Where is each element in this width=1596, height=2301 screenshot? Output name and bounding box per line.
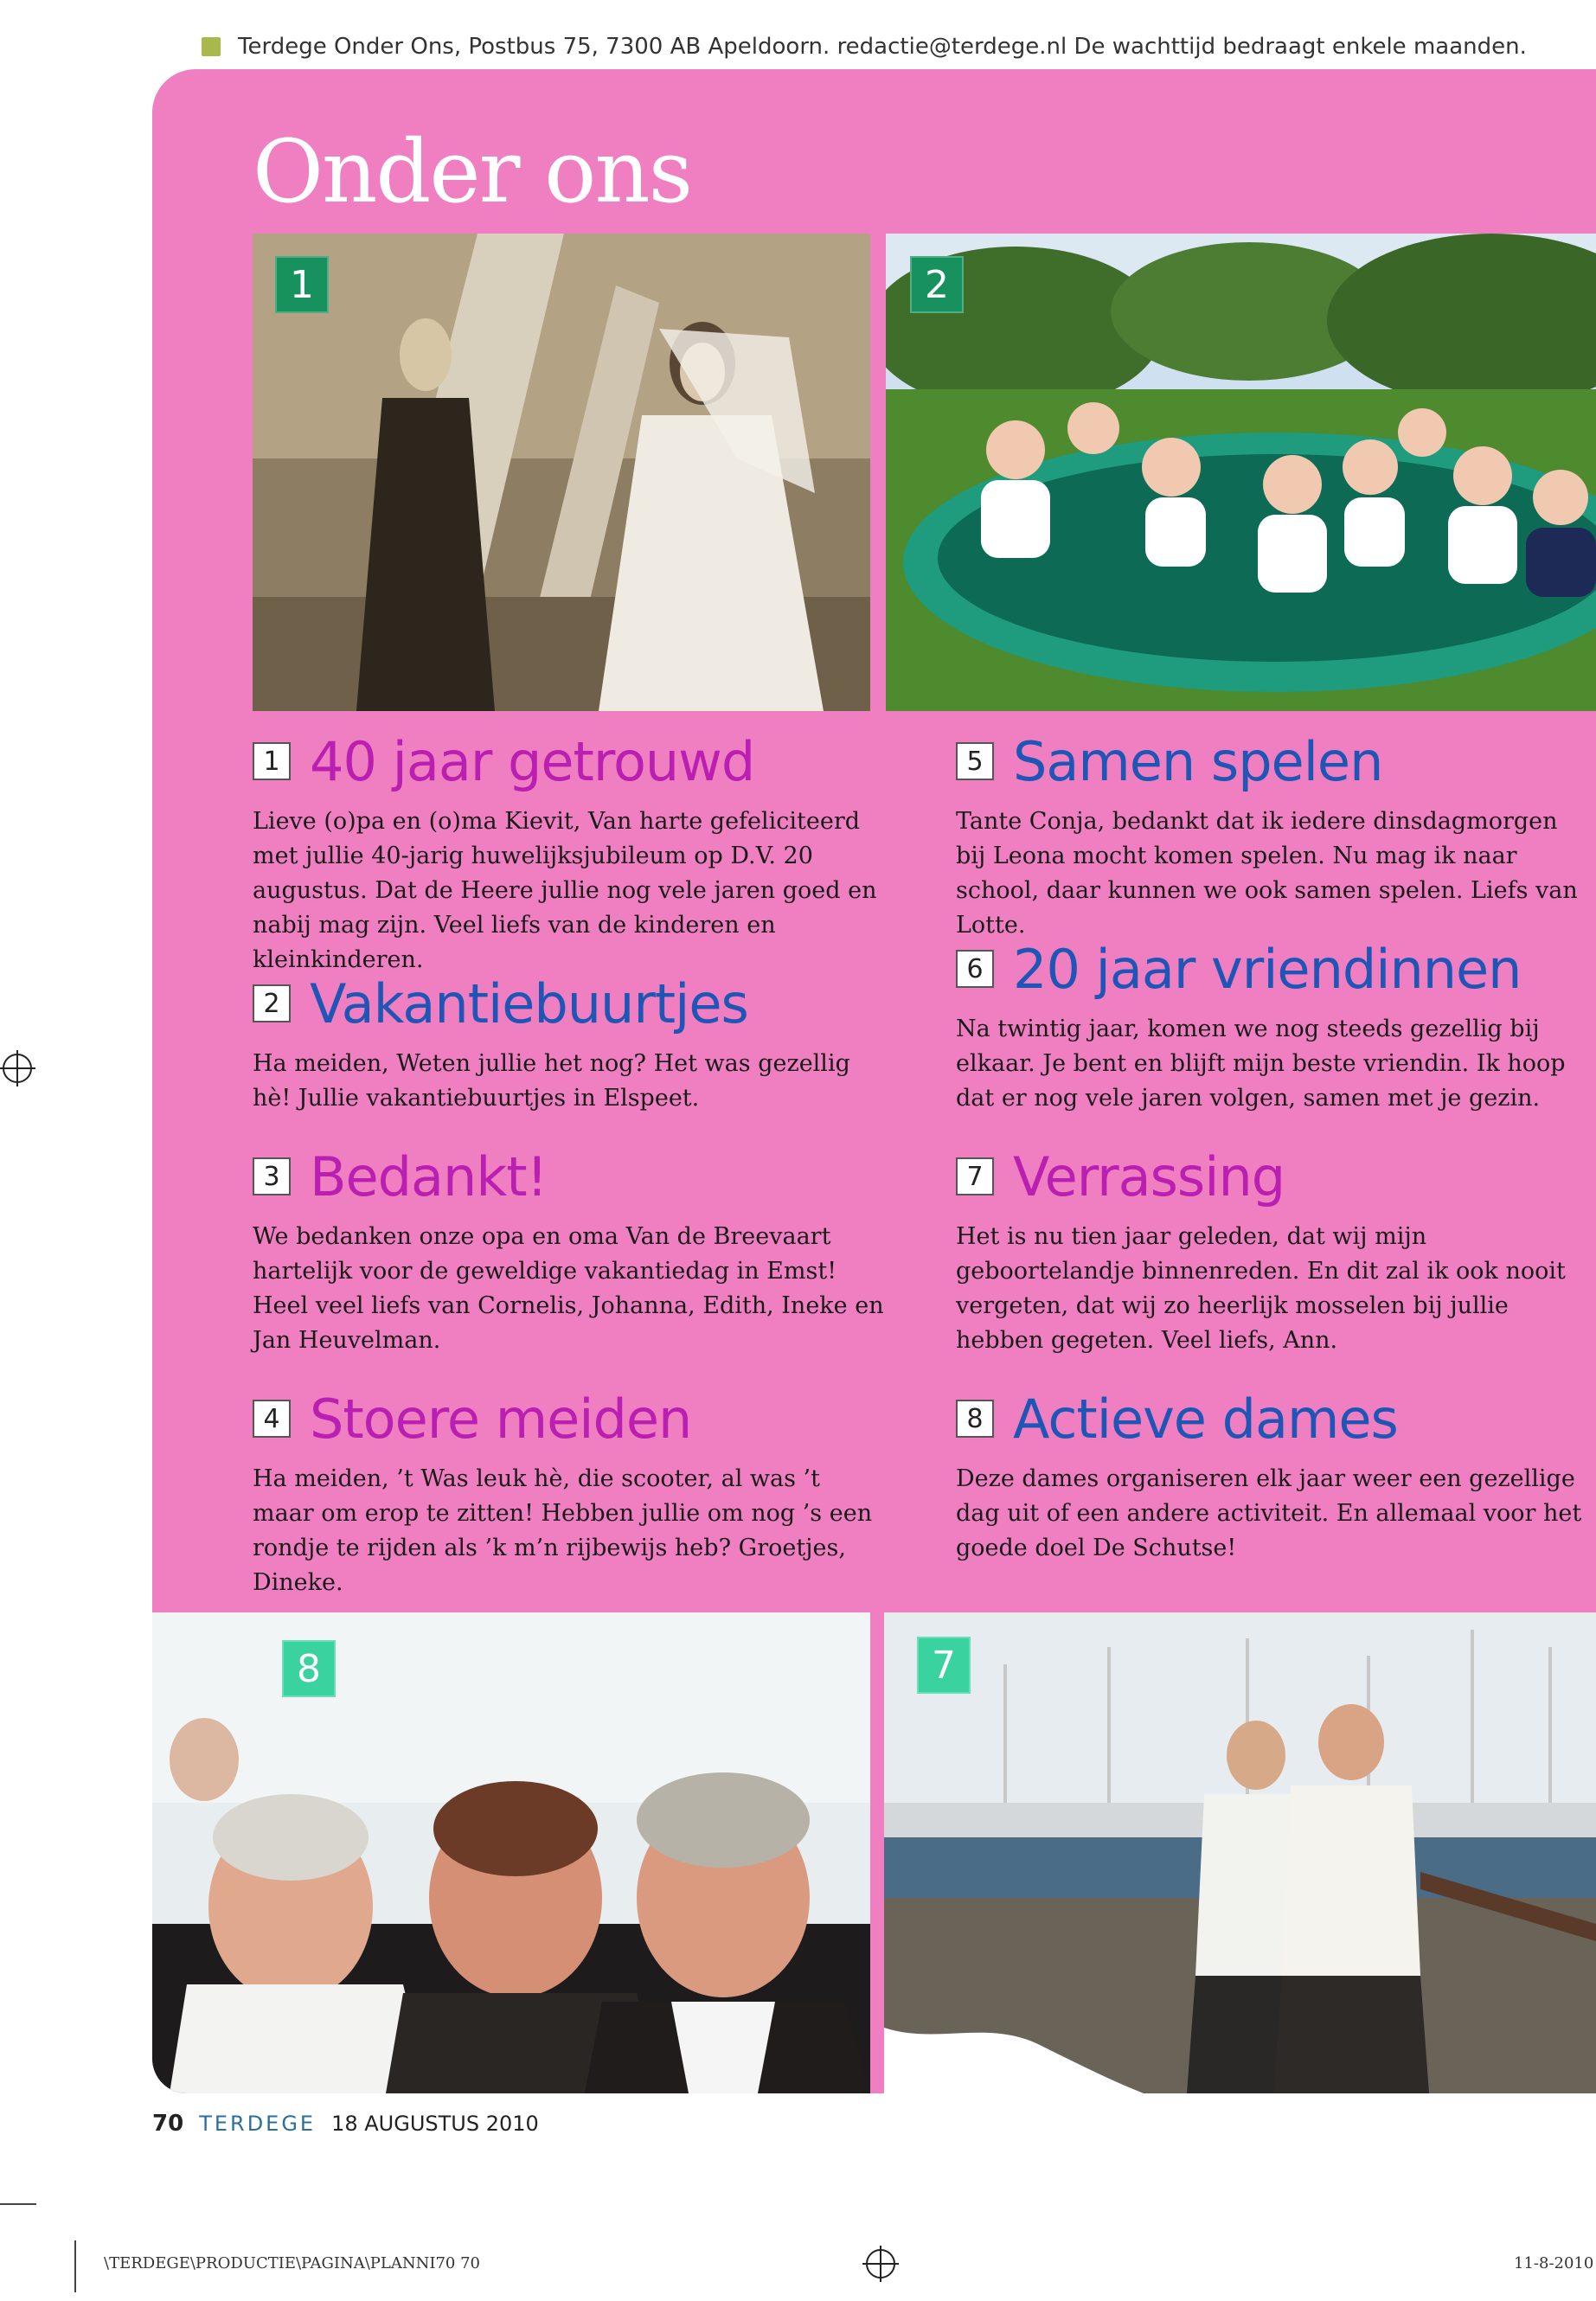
message-item — [253, 727, 884, 977]
photo-tag: 8 — [282, 1640, 336, 1697]
item-number: 1 — [253, 742, 291, 780]
photo-harbor — [884, 1612, 1596, 2093]
message-item — [253, 1384, 884, 1600]
photo-ladies — [152, 1612, 870, 2093]
photo-tag: 7 — [917, 1637, 971, 1694]
item-number: 5 — [956, 742, 994, 780]
item-number: 6 — [956, 950, 994, 988]
item-title: Bedankt! — [310, 1144, 548, 1208]
crop-mark — [74, 2240, 76, 2292]
photo-tag: 2 — [910, 256, 964, 313]
message-item — [253, 969, 884, 1116]
item-text: Het is nu tien jaar geleden, dat wij mijn geboortelandje binnenreden. En dit zal ik ook nooit vergeten, dat wij zo heerlijk mosselen bij jullie hebben gegeten. Veel liefs, Ann. — [956, 1223, 1566, 1354]
registration-mark-icon — [866, 2249, 895, 2279]
contact-text: Terdege Onder Ons, Postbus 75, 7300 AB Apeldoorn. redactie@terdege.nl De wachttijd bedraagt enkele maanden. — [238, 34, 1527, 60]
issue-date: 18 AUGUSTUS 2010 — [331, 2112, 539, 2136]
registration-mark-icon — [3, 1054, 32, 1083]
page-footer — [152, 2111, 539, 2137]
slug-path: \TERDEGE\PRODUCTIE\PAGINA\PLANNI70 70 — [104, 2254, 480, 2272]
item-title: Verrassing — [1013, 1144, 1285, 1208]
item-text: Lieve (o)pa en (o)ma Kievit, Van harte gefeliciteerd met jullie 40-jarig huwelijksjubileum op D.V. 20 augustus. Dat de Heere jullie nog vele jaren goed en nabij mag zijn. Veel liefs van de kinderen en kleinkinderen. — [253, 808, 877, 973]
item-number: 2 — [253, 984, 291, 1022]
item-title: 20 jaar vriendinnen — [1013, 937, 1522, 1001]
message-item — [956, 934, 1587, 1116]
message-item — [956, 1384, 1587, 1566]
item-number: 4 — [253, 1400, 291, 1438]
slug-date: 11-8-2010 — [1514, 2254, 1594, 2272]
photo-trampoline — [886, 234, 1596, 711]
message-item — [253, 1142, 884, 1358]
item-text: We bedanken onze opa en oma Van de Breevaart hartelijk voor de geweldige vakantiedag in Emst! Heel veel liefs van Cornelis, Johanna, Edith, Ineke en Jan Heuvelman. — [253, 1223, 884, 1354]
contact-bar — [202, 29, 1527, 64]
item-number: 3 — [253, 1157, 291, 1195]
item-title: Stoere meiden — [310, 1387, 692, 1451]
message-item — [956, 1142, 1587, 1358]
crop-mark — [0, 2203, 36, 2205]
message-item — [956, 727, 1587, 943]
item-title: Samen spelen — [1013, 729, 1383, 793]
item-number: 8 — [956, 1400, 994, 1438]
photo-wedding — [253, 234, 870, 711]
item-title: Vakantiebuurtjes — [310, 971, 748, 1035]
item-number: 7 — [956, 1157, 994, 1195]
item-text: Ha meiden, Weten jullie het nog? Het was gezellig hè! Jullie vakantiebuurtjes in Elspeet. — [253, 1050, 850, 1112]
item-text: Tante Conja, bedankt dat ik iedere dinsdagmorgen bij Leona mocht komen spelen. Nu mag ik naar school, daar kunnen we ook samen spelen. Liefs van Lotte. — [956, 808, 1578, 939]
photo-tag: 1 — [275, 256, 329, 313]
item-title: 40 jaar getrouwd — [310, 729, 755, 793]
item-title: Actieve dames — [1013, 1387, 1398, 1451]
page-number: 70 — [152, 2111, 184, 2137]
item-text: Ha meiden, ’t Was leuk hè, die scooter, al was ’t maar om erop te zitten! Hebben jullie om nog ’s een rondje te rijden als ’k m’n rijbewijs heb? Groetjes, Dineke. — [253, 1465, 873, 1596]
item-text: Deze dames organiseren elk jaar weer een gezellige dag uit of een andere activiteit. En allemaal voor het goede doel De Schutse! — [956, 1465, 1582, 1561]
magazine-name: TERDEGE — [199, 2112, 317, 2136]
item-text: Na twintig jaar, komen we nog steeds gezellig bij elkaar. Je bent en blijft mijn beste vriendin. Ik hoop dat er nog vele jaren volgen, samen met je gezin. — [956, 1016, 1566, 1112]
page-title: Onder ons — [253, 121, 692, 222]
bullet-square-icon — [202, 37, 221, 56]
